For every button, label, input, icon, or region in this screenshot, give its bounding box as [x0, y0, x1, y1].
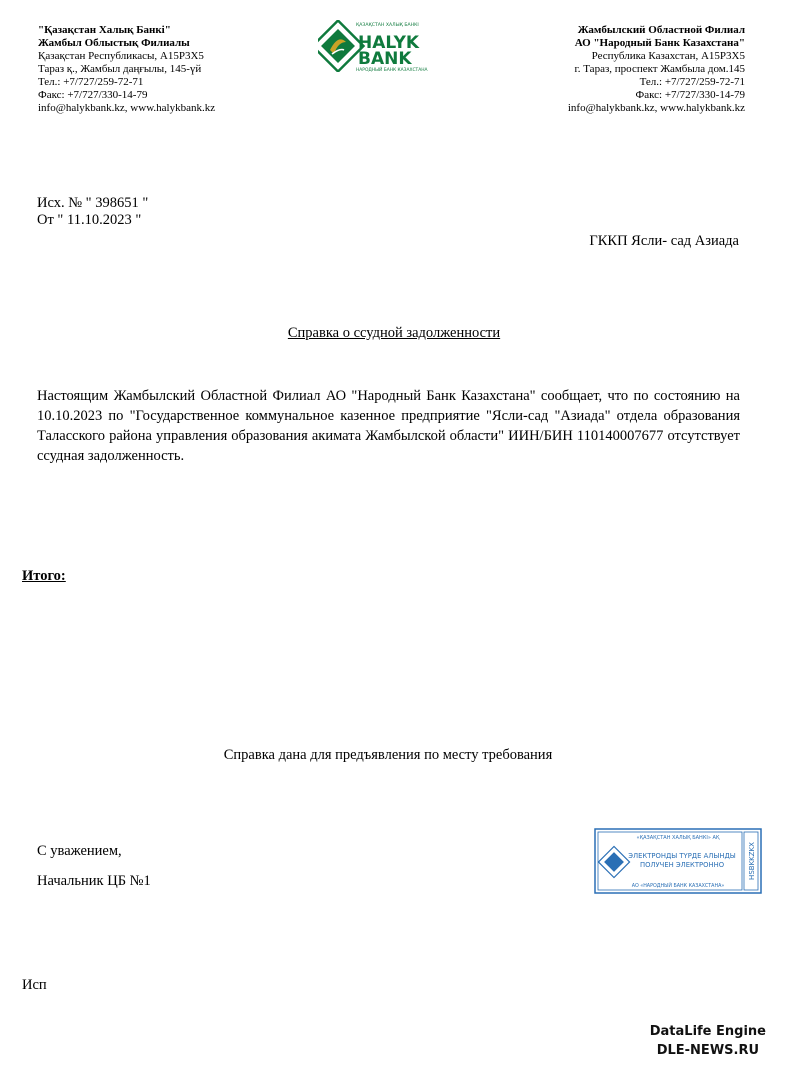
stamp-line-ru: ПОЛУЧЕН ЭЛЕКТРОННО	[639, 861, 725, 869]
address-line: Республика Казахстан, A15P3X5	[591, 50, 745, 62]
total-label: Итого:	[22, 568, 66, 584]
phone-line: Тел.: +7/727/259-72-71	[639, 76, 745, 88]
logo-word-halyk: HALYK	[358, 33, 420, 53]
recipient: ГККП Ясли- сад Азиада	[589, 233, 739, 249]
watermark-line: DLE-NEWS.RU	[656, 1043, 760, 1058]
address-line: г. Тараз, проспект Жамбыла дом.145	[574, 63, 745, 75]
reference-number: Исх. № " 398651 "	[37, 195, 149, 211]
document-title: Справка о ссудной задолженности	[287, 325, 501, 341]
bank-name-ru: АО "Народный Банк Казахстана"	[574, 37, 745, 49]
branch-name-ru: Жамбылский Областной Филиал	[577, 24, 745, 36]
stamp-top-text: «ҚАЗАҚСТАН ХАЛЫҚ БАНКІ» АҚ	[636, 835, 720, 841]
address-line: Тараз қ., Жамбыл даңғылы, 145-үй	[38, 63, 202, 75]
logo-word-bank: BANK	[358, 49, 412, 69]
header-right-address	[568, 24, 745, 115]
header-left-address	[38, 24, 215, 115]
executor-label: Исп	[22, 977, 47, 993]
outgoing-reference	[37, 195, 148, 229]
watermark	[650, 1022, 766, 1060]
fax-line: Факс: +7/727/330-14-79	[635, 89, 745, 101]
branch-name-kz: Жамбыл Облыстық Филиалы	[38, 37, 190, 49]
contact-line: info@halykbank.kz, www.halykbank.kz	[567, 102, 745, 114]
contact-line: info@halykbank.kz, www.halykbank.kz	[38, 102, 216, 114]
electronic-stamp	[594, 828, 762, 894]
purpose-statement: Справка дана для предъявления по месту требования	[223, 747, 553, 763]
phone-line: Тел.: +7/727/259-72-71	[38, 76, 144, 88]
signatory-position: Начальник ЦБ №1	[37, 873, 151, 889]
address-line: Қазақстан Республикасы, A15P3X5	[38, 50, 204, 62]
stamp-line-kz: ЭЛЕКТРОНДЫ ТҮРДЕ АЛЫНДЫ	[628, 852, 736, 860]
stamp-bottom-text: АО «НАРОДНЫЙ БАНК КАЗАХСТАНА»	[631, 884, 725, 889]
reference-date: От " 11.10.2023 "	[37, 212, 142, 228]
fax-line: Факс: +7/727/330-14-79	[38, 89, 148, 101]
logo-bottom-text: НАРОДНЫЙ БАНК КАЗАХСТАНА	[356, 68, 428, 72]
logo-top-text: ҚАЗАҚСТАН ХАЛЫҚ БАНКІ	[356, 23, 419, 28]
watermark-line: DataLife Engine	[649, 1024, 766, 1039]
bank-name-kz: "Қазақстан Халық Банкі"	[38, 24, 171, 36]
closing-regards: С уважением,	[37, 843, 122, 859]
document-body: Настоящим Жамбылский Областной Филиал АО "Народный Банк Казахстана" сообщает, что по состоянию на 10.10.2023 по "Государственное коммунальное казенное предприятие "Ясли-сад "Азиада" отдела образования Таласского района управления образования акимата Жамбылской области" ИИН/БИН 110140007677 отсутствует ссудная задолженность.	[37, 388, 740, 464]
stamp-code: HSBKKZKX	[748, 842, 756, 880]
halyk-bank-logo	[318, 20, 452, 72]
